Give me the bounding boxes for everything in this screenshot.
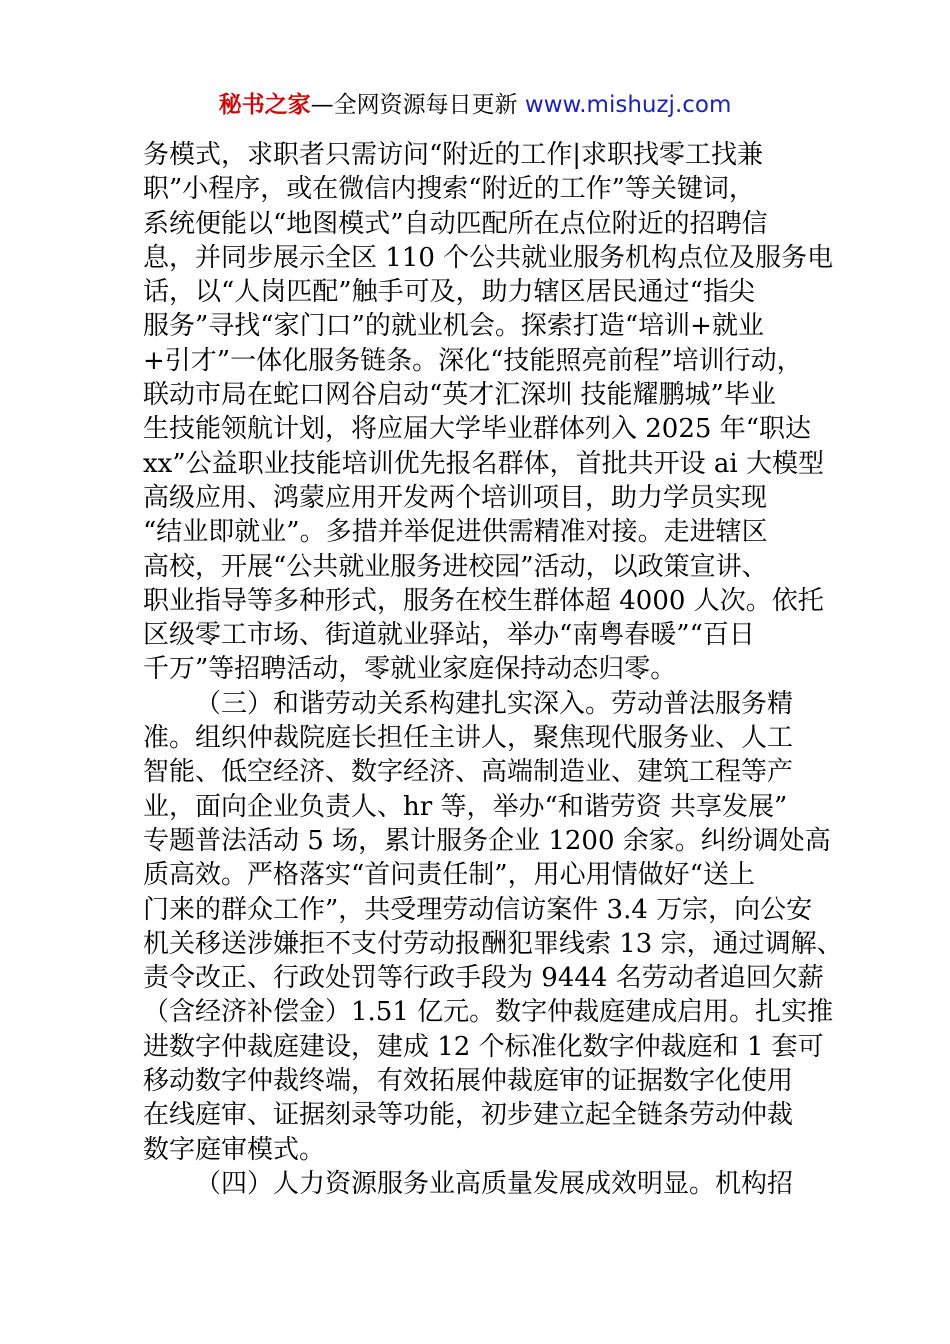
page-header xyxy=(0,88,950,122)
section-heading-line: （四）人力资源服务业高质量发展成效明显。机构招 xyxy=(195,1168,794,1199)
text-line: xx”公益职业技能培训优先报名群体，首批共开设 ai 大模型 xyxy=(143,448,824,479)
text-line: 进数字仲裁庭建设，建成 12 个标准化数字仲裁庭和 1 套可 xyxy=(143,1031,824,1062)
text-line: 系统便能以“地图模式”自动匹配所在点位附近的招聘信 xyxy=(143,208,768,239)
section-heading-line: （三）和谐劳动关系构建扎实深入。劳动普法服务精 xyxy=(195,688,794,719)
text-line: +引才”一体化服务链条。深化“技能照亮前程”培训行动， xyxy=(143,345,803,376)
text-line: 职业指导等多种形式，服务在校生群体超 4000 人次。依托 xyxy=(143,585,824,616)
website-link[interactable]: www.mishuzj.com xyxy=(524,92,732,118)
text-line: 专题普法活动 5 场，累计服务企业 1200 余家。纠纷调处高 xyxy=(143,825,831,856)
document-body xyxy=(143,138,843,1201)
text-line: 话，以“人岗匹配”触手可及，助力辖区居民通过“指尖 xyxy=(143,277,755,308)
text-line: 质高效。严格落实“首问责任制”，用心用情做好“送上 xyxy=(143,860,755,891)
text-line: 区级零工市场、街道就业驿站，举办“南粤春暖”“百日 xyxy=(143,620,755,651)
text-line: 机关移送涉嫌拒不支付劳动报酬犯罪线索 13 宗，通过调解、 xyxy=(143,928,843,959)
brand-name: 秘书之家 xyxy=(218,92,311,118)
text-line: 移动数字仲裁终端，有效拓展仲裁庭审的证据数字化使用 xyxy=(143,1066,794,1097)
text-line: 门来的群众工作”，共受理劳动信访案件 3.4 万宗，向公安 xyxy=(143,894,813,925)
text-line: （含经济补偿金）1.51 亿元。数字仲裁庭建成启用。扎实推 xyxy=(143,997,834,1028)
text-line: 在线庭审、证据刻录等功能，初步建立起全链条劳动仲裁 xyxy=(143,1100,794,1131)
text-line: 服务”寻找“家门口”的就业机会。探索打造“培训+就业 xyxy=(143,311,764,342)
text-line: 高校，开展“公共就业服务进校园”活动，以政策宣讲、 xyxy=(143,551,768,582)
text-line: 责令改正、行政处罚等行政手段为 9444 名劳动者追回欠薪 xyxy=(143,963,824,994)
text-line: 千万”等招聘活动，零就业家庭保持动态归零。 xyxy=(143,654,677,685)
header-tagline: —全网资源每日更新 xyxy=(310,92,525,118)
text-line: 联动市局在蛇口网谷启动“英才汇深圳 技能耀鹏城”毕业 xyxy=(143,380,776,411)
text-line: 务模式，求职者只需访问“附近的工作|求职找零工找兼 xyxy=(143,140,764,170)
text-line: 息，并同步展示全区 110 个公共就业服务机构点位及服务电 xyxy=(143,242,834,273)
text-line: 生技能领航计划，将应届大学毕业群体列入 2025 年“职达 xyxy=(143,414,811,445)
text-line: 高级应用、鸿蒙应用开发两个培训项目，助力学员实现 xyxy=(143,482,768,513)
text-line: 准。组织仲裁院庭长担任主讲人，聚焦现代服务业、人工 xyxy=(143,723,794,754)
text-line: 数字庭审模式。 xyxy=(143,1134,326,1165)
text-line: 业，面向企业负责人、hr 等，举办“和谐劳资 共享发展” xyxy=(143,791,788,822)
text-line: 智能、低空经济、数字经济、高端制造业、建筑工程等产 xyxy=(143,757,794,788)
text-line: “结业即就业”。多措并举促进供需精准对接。走进辖区 xyxy=(143,517,768,548)
text-line: 职”小程序，或在微信内搜索“附近的工作”等关键词， xyxy=(143,174,755,205)
